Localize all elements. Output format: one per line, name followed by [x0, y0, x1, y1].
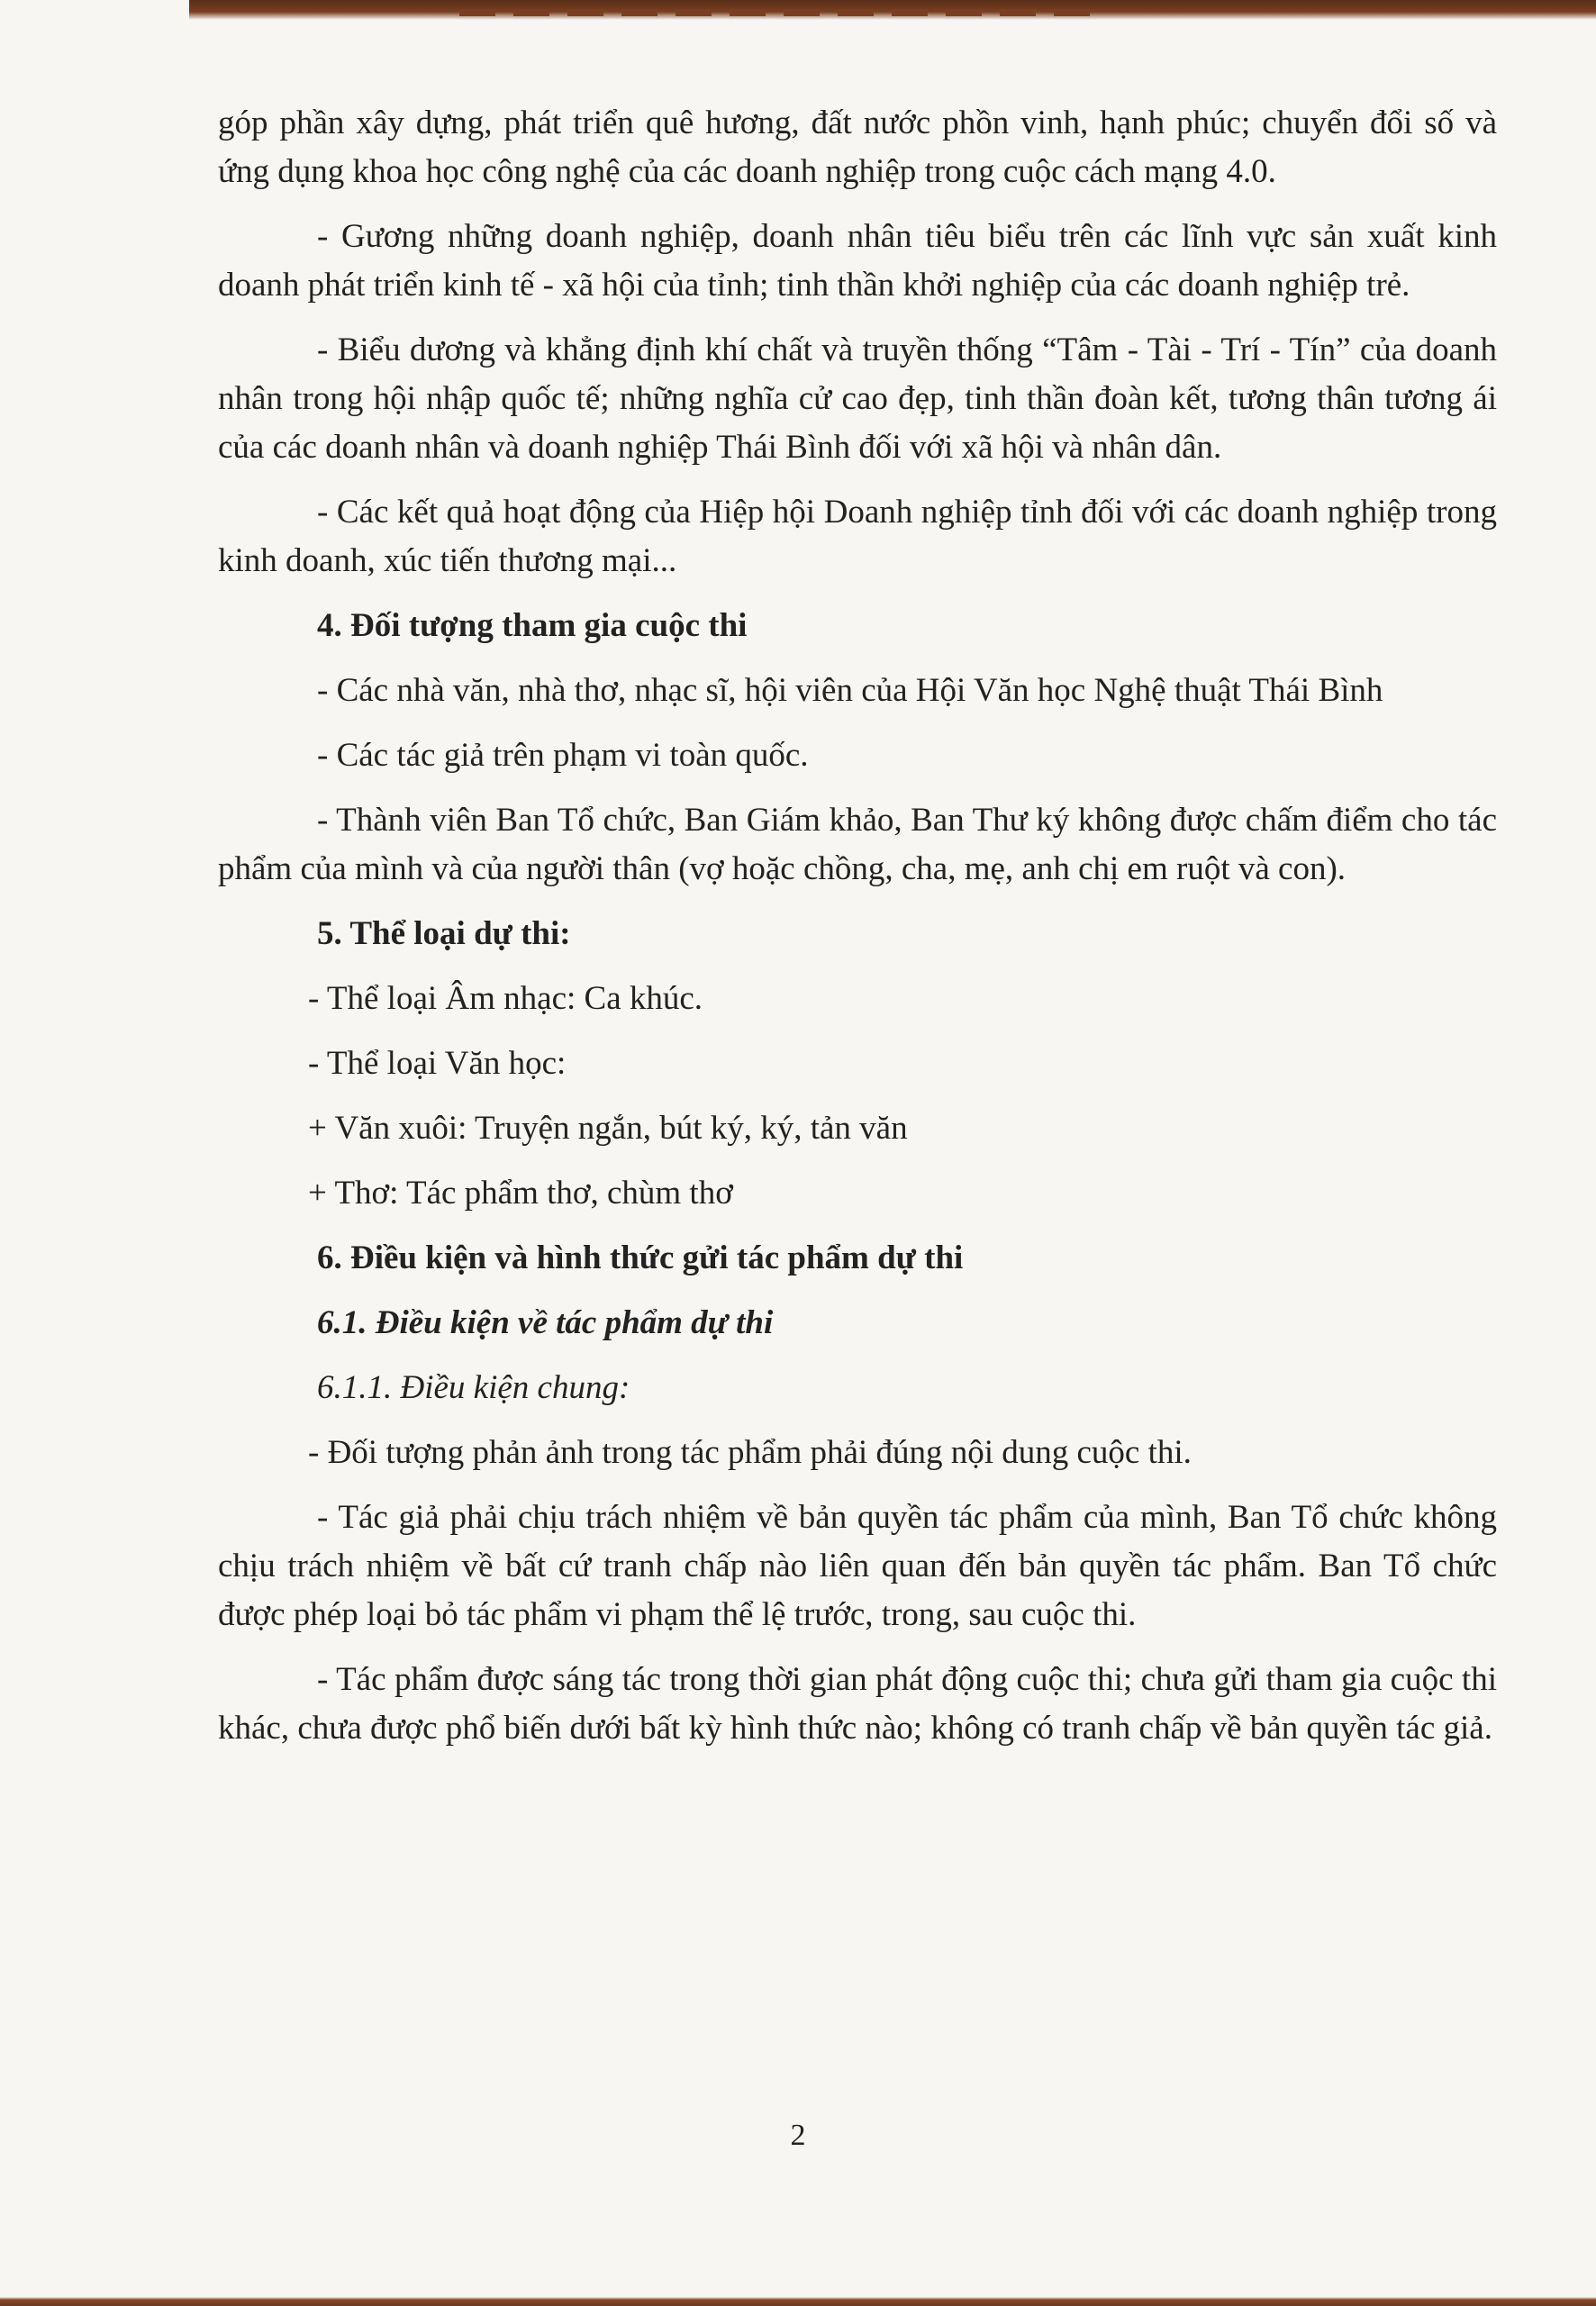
document-page [218, 99, 1497, 1753]
paragraph-participants-exclusion: - Thành viên Ban Tổ chức, Ban Giám khảo, Ban Thư ký không được chấm điểm cho tác phẩm của mình và của người thân (vợ hoặc chồng, cha, mẹ, anh chị em ruột và con). [218, 802, 1497, 887]
decorative-border-top [189, 0, 1596, 20]
page-number: 2 [790, 2119, 806, 2152]
list-item-poetry: + Thơ: Tác phẩm thơ, chùm thơ [308, 1175, 733, 1212]
paragraph-participants-authors: - Các tác giả trên phạm vi toàn quốc. [317, 737, 809, 774]
paragraph-copyright-responsibility: - Tác giả phải chịu trách nhiệm về bản quyền tác phẩm của mình, Ban Tổ chức không chịu trách nhiệm về bất cứ tranh chấp nào liên quan đến bản quyền tác phẩm. Ban Tổ chức được phép loại bỏ tác phẩm vi phạm thể lệ trước, trong, sau cuộc thi. [218, 1499, 1497, 1633]
list-item-music: - Thể loại Âm nhạc: Ca khúc. [308, 980, 703, 1017]
paragraph-content-requirement: - Đối tượng phản ảnh trong tác phẩm phải đúng nội dung cuộc thi. [308, 1434, 1192, 1471]
paragraph-exemplary-businesses: - Gương những doanh nghiệp, doanh nhân tiêu biểu trên các lĩnh vực sản xuất kinh doanh phát triển kinh tế - xã hội của tỉnh; tinh thần khởi nghiệp của các doanh nghiệp trẻ. [218, 218, 1497, 304]
heading-work-conditions: 6.1. Điều kiện về tác phẩm dự thi [317, 1304, 774, 1341]
heading-general-conditions: 6.1.1. Điều kiện chung: [317, 1369, 630, 1406]
paragraph-work-eligibility: - Tác phẩm được sáng tác trong thời gian phát động cuộc thi; chưa gửi tham gia cuộc thi khác, chưa được phổ biến dưới bất kỳ hình thức nào; không có tranh chấp về bản quyền tác giả. [218, 1661, 1497, 1747]
paragraph-association-results: - Các kết quả hoạt động của Hiệp hội Doanh nghiệp tỉnh đối với các doanh nghiệp trong kinh doanh, xúc tiến thương mại... [218, 494, 1497, 579]
heading-conditions: 6. Điều kiện và hình thức gửi tác phẩm dự thi [317, 1239, 964, 1276]
paragraph-participants-writers: - Các nhà văn, nhà thơ, nhạc sĩ, hội viên của Hội Văn học Nghệ thuật Thái Bình [317, 672, 1383, 709]
decorative-border-bottom [0, 2297, 1596, 2306]
heading-categories: 5. Thể loại dự thi: [317, 915, 571, 952]
heading-participants: 4. Đối tượng tham gia cuộc thi [317, 607, 748, 644]
paragraph-intro-continued: góp phần xây dựng, phát triển quê hương, đất nước phồn vinh, hạnh phúc; chuyển đổi số và ứng dụng khoa học công nghệ của các doanh nghiệp trong cuộc cách mạng 4.0. [218, 104, 1497, 190]
list-item-literature: - Thể loại Văn học: [308, 1045, 567, 1082]
list-item-prose: + Văn xuôi: Truyện ngắn, bút ký, ký, tản văn [308, 1110, 908, 1147]
paragraph-business-spirit: - Biểu dương và khẳng định khí chất và truyền thống “Tâm - Tài - Trí - Tín” của doanh nhân trong hội nhập quốc tế; những nghĩa cử cao đẹp, tinh thần đoàn kết, tương thân tương ái của các doanh nhân và doanh nghiệp Thái Bình đối với xã hội và nhân dân. [218, 331, 1497, 466]
